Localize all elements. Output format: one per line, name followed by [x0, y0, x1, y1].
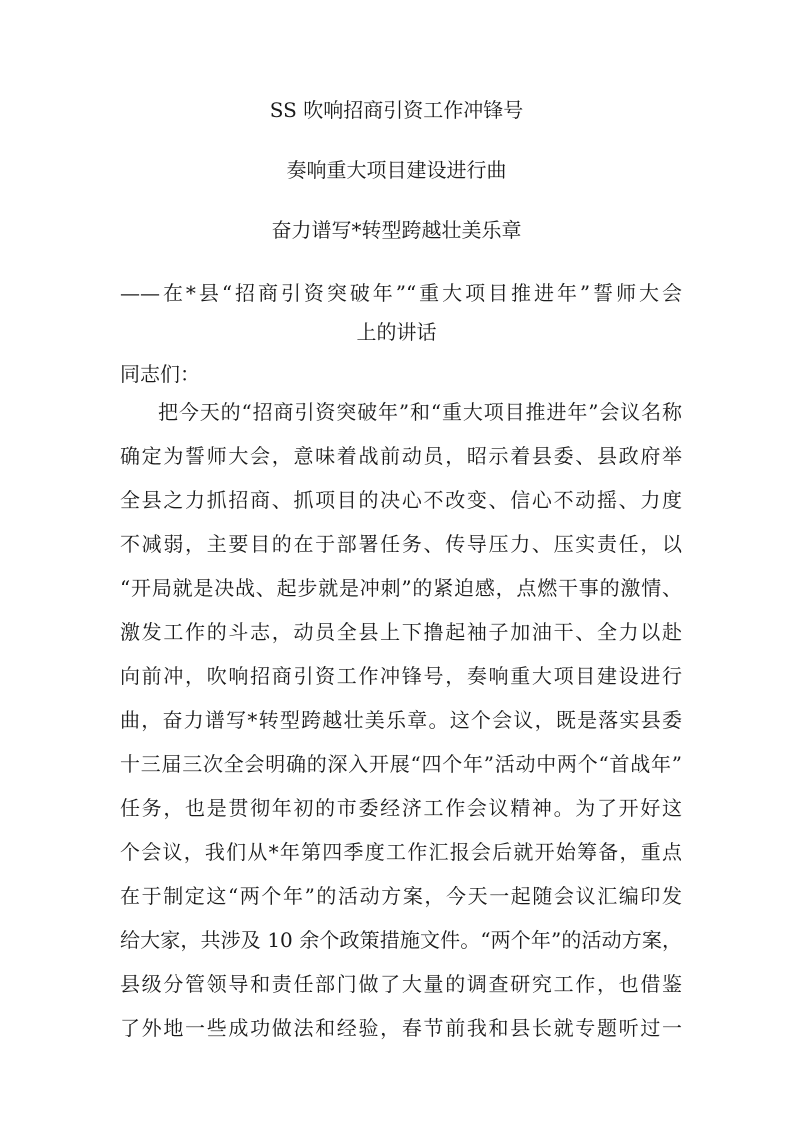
body-line: 县级分管领导和责任部门做了大量的调查研究工作，也借鉴 — [120, 972, 682, 996]
body-line: “开局就是决战、起步就是冲刺”的紧迫感，点燃干事的激情、 — [120, 576, 682, 600]
body-line: 确定为誓师大会，意味着战前动员，昭示着县委、县政府举 — [120, 444, 682, 468]
title-line-1: SS 吹响招商引资工作冲锋号 — [269, 98, 524, 122]
body-line: 不减弱，主要目的在于部署任务、传导压力、压实责任，以 — [120, 532, 682, 556]
title-line-3: 奋力谱写*转型跨越壮美乐章 — [271, 218, 522, 242]
subtitle-line-2: 上的讲话 — [356, 320, 437, 344]
body-line: 全县之力抓招商、抓项目的决心不改变、信心不动摇、力度 — [120, 488, 682, 512]
body-line: 向前冲，吹响招商引资工作冲锋号，奏响重大项目建设进行 — [120, 664, 682, 688]
body-line: 十三届三次全会明确的深入开展“四个年”活动中两个“首战年” — [120, 752, 682, 776]
body-line: 任务，也是贯彻年初的市委经济工作会议精神。为了开好这 — [120, 796, 682, 820]
body-line: 给大家，共涉及 10 余个政策措施文件。“两个年”的活动方案， — [120, 928, 682, 952]
body-line: 个会议，我们从*年第四季度工作汇报会后就开始筹备，重点 — [120, 840, 682, 864]
title-line-2: 奏响重大项目建设进行曲 — [286, 158, 507, 182]
body-line: 了外地一些成功做法和经验，春节前我和县长就专题听过一 — [120, 1016, 682, 1040]
body-line: 把今天的“招商引资突破年”和“重大项目推进年”会议名称 — [158, 400, 682, 424]
subtitle-line-1: ——在*县“招商引资突破年”“重大项目推进年”誓师大会 — [120, 281, 682, 305]
greeting: 同志们： — [120, 362, 200, 386]
body-line: 在于制定这“两个年”的活动方案，今天一起随会议汇编印发 — [120, 884, 682, 908]
body-line: 激发工作的斗志，动员全县上下撸起袖子加油干、全力以赴 — [120, 620, 682, 644]
body-line: 曲，奋力谱写*转型跨越壮美乐章。这个会议，既是落实县委 — [120, 708, 682, 732]
